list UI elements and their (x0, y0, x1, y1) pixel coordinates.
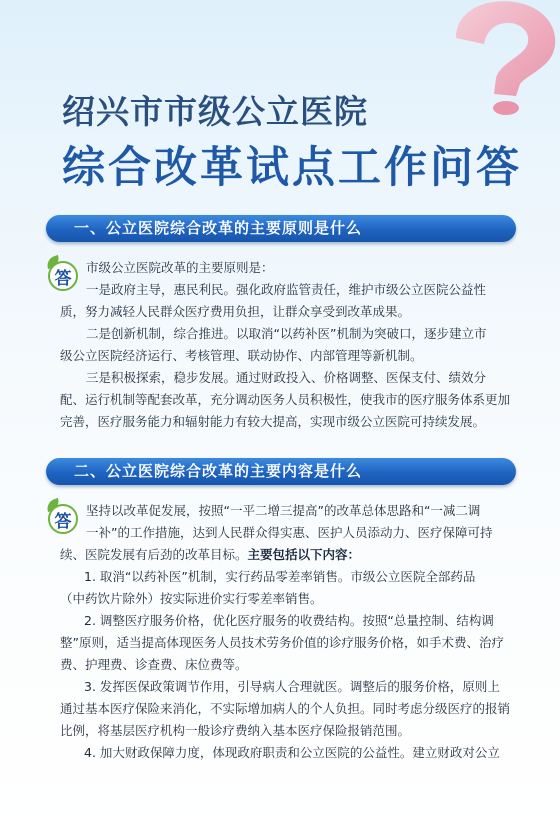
section-heading-2: 二、公立医院综合改革的主要内容是什么 (46, 458, 516, 485)
section-1-line: 质，努力减轻人民群众医疗费用负担，让群众享受到改革成果。 (60, 304, 411, 319)
section-2-line-text: 续、医院发展有后劲的改革目标。 (60, 547, 248, 562)
section-2-line: 比例，将基层医疗机构一般诊疗费纳入基本医疗保险报销范围。 (60, 723, 411, 738)
section-2-line: 通过基本医疗保险来消化，不实际增加病人的个人负担。同时考虑分级医疗的报销 (60, 701, 511, 716)
section-2-bold-tail: 主要包括以下内容： (247, 547, 361, 562)
section-2-answer (60, 500, 516, 764)
section-2-line: 整”原则，适当提高体现医务人员技术劳务价值的诊疗服务价格，如手术费、治疗 (60, 635, 504, 650)
section-1-line: 三是积极探索，稳步发展。通过财政投入、价格调整、医保支付、绩效分 (86, 370, 487, 385)
section-1-line: 一是政府主导，惠民利民。强化政府监管责任，维护市级公立医院公益性 (86, 282, 487, 297)
section-2-line: 3. 发挥医保政策调节作用，引导病人合理就医。调整后的服务价格，原则上 (84, 679, 500, 694)
section-2-line: 坚持以改革促发展，按照“一平二增三提高”的改革总体思路和“一减二调 (86, 503, 481, 518)
page-title-line1: 绍兴市市级公立医院 (62, 92, 368, 131)
question-mark-decoration-icon (416, 0, 560, 116)
answer-badge-label: 答 (48, 261, 78, 291)
section-2-line (60, 544, 516, 566)
answer-badge-label: 答 (48, 504, 78, 534)
section-2-line: 一补”的工作措施，达到人民群众得实惠、医护人员添动力、医疗保障可持 (86, 525, 493, 540)
section-2-line: 费、护理费、诊查费、床位费等。 (60, 657, 248, 672)
section-2-line: 4. 加大财政保障力度，体现政府职责和公立医院的公益性。建立财政对公立 (84, 745, 500, 760)
section-2-line: （中药饮片除外）按实际进价实行零差率销售。 (60, 591, 323, 606)
section-1-line: 配、运行机制等配套改革，充分调动医务人员积极性，使我市的医疗服务体系更加 (60, 392, 511, 407)
section-1-line: 完善，医疗服务能力和辐射能力有较大提高，实现市级公立医院可持续发展。 (60, 414, 486, 429)
section-1-line: 市级公立医院改革的主要原则是： (86, 260, 274, 275)
section-1-answer (60, 257, 516, 433)
section-1-line: 级公立医院经济运行、考核管理、联动协作、内部管理等新机制。 (60, 348, 423, 363)
section-2-line: 2. 调整医疗服务价格，优化医疗服务的收费结构。按照“总量控制、结构调 (84, 613, 494, 628)
section-heading-1: 一、公立医院综合改革的主要原则是什么 (46, 215, 516, 242)
section-2-line: 1. 取消“以药补医”机制，实行药品零差率销售。市级公立医院全部药品 (84, 569, 476, 584)
section-1-line: 二是创新机制，综合推进。以取消“以药补医”机制为突破口，逐步建立市 (86, 326, 487, 341)
page-title-line2: 综合改革试点工作问答 (62, 143, 522, 193)
